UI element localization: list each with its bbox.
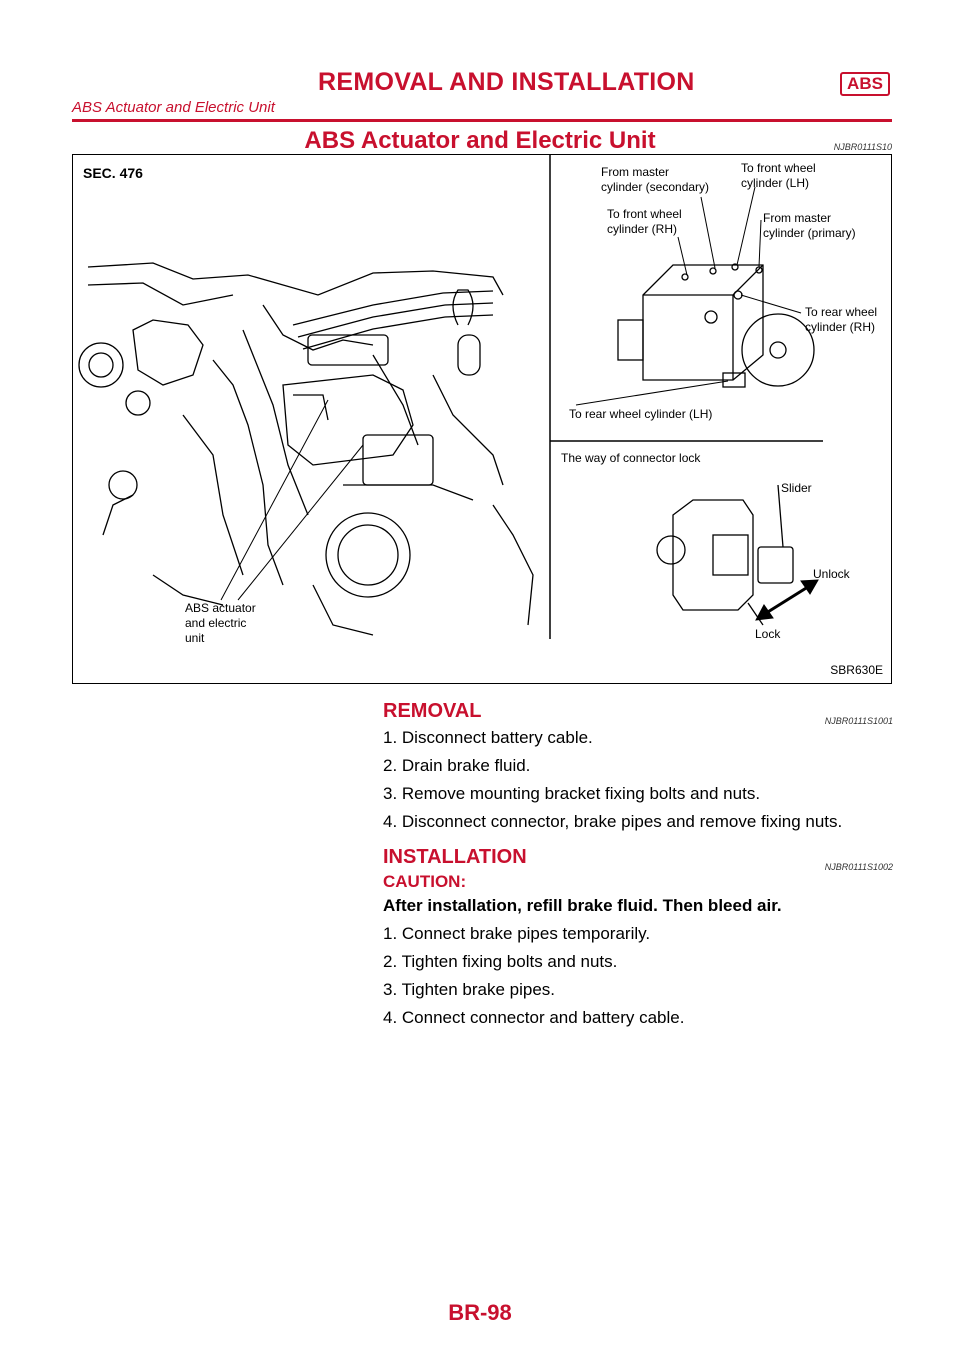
label-to-front-rh: To front wheel cylinder (RH)	[607, 207, 682, 236]
section-reference-code: NJBR0111S10	[833, 142, 892, 152]
figure-code: SBR630E	[830, 663, 883, 677]
label-to-rear-lh: To rear wheel cylinder (LH)	[569, 407, 713, 421]
installation-step: 3. Tighten brake pipes.	[383, 980, 556, 999]
installation-step: 4. Connect connector and battery cable.	[383, 1008, 685, 1027]
abs-actuator-callout: ABS actuator and electric unit	[185, 601, 256, 645]
lock-label: Lock	[755, 627, 781, 641]
removal-step: 3. Remove mounting bracket fixing bolts and nuts.	[383, 784, 761, 803]
page-header-subtitle: ABS Actuator and Electric Unit	[72, 99, 275, 116]
procedure-content-continued	[383, 980, 893, 1060]
engine-bay-drawing	[79, 263, 533, 635]
abs-actuator-figure	[72, 154, 892, 684]
header-divider	[72, 119, 892, 122]
installation-heading: INSTALLATION	[383, 846, 527, 868]
section-number-label: SEC. 476	[83, 165, 143, 181]
installation-code: NJBR0111S1002	[824, 862, 893, 872]
lock-unlock-arrow-icon	[756, 580, 818, 620]
installation-step: 2. Tighten fixing bolts and nuts.	[383, 952, 618, 971]
label-to-front-lh: To front wheel cylinder (LH)	[741, 161, 816, 190]
removal-step: 4. Disconnect connector, brake pipes and remove fixing nuts.	[383, 812, 843, 831]
removal-heading: REMOVAL	[383, 700, 482, 722]
connector-lock-title: The way of connector lock	[561, 451, 701, 465]
removal-code: NJBR0111S1001	[824, 716, 893, 726]
unlock-label: Unlock	[813, 567, 850, 581]
label-to-rear-rh: To rear wheel cylinder (RH)	[805, 305, 878, 334]
label-from-master-secondary: From master cylinder (secondary)	[601, 165, 710, 194]
caution-text: After installation, refill brake fluid. Then bleed air.	[383, 896, 782, 915]
installation-step: 1. Connect brake pipes temporarily.	[383, 924, 651, 943]
removal-step: 2. Drain brake fluid.	[383, 756, 531, 775]
label-from-master-primary: From master cylinder (primary)	[763, 211, 856, 240]
page-header-title: REMOVAL AND INSTALLATION	[318, 68, 695, 96]
connector-drawing	[657, 485, 793, 625]
procedure-content	[383, 700, 893, 1000]
slider-label: Slider	[781, 481, 812, 495]
abs-unit-drawing	[618, 264, 814, 387]
page-number: BR-98	[448, 1300, 512, 1325]
abs-badge: ABS	[840, 72, 890, 96]
removal-step: 1. Disconnect battery cable.	[383, 728, 593, 747]
section-title: ABS Actuator and Electric Unit	[304, 127, 656, 154]
caution-label: CAUTION:	[383, 872, 467, 891]
